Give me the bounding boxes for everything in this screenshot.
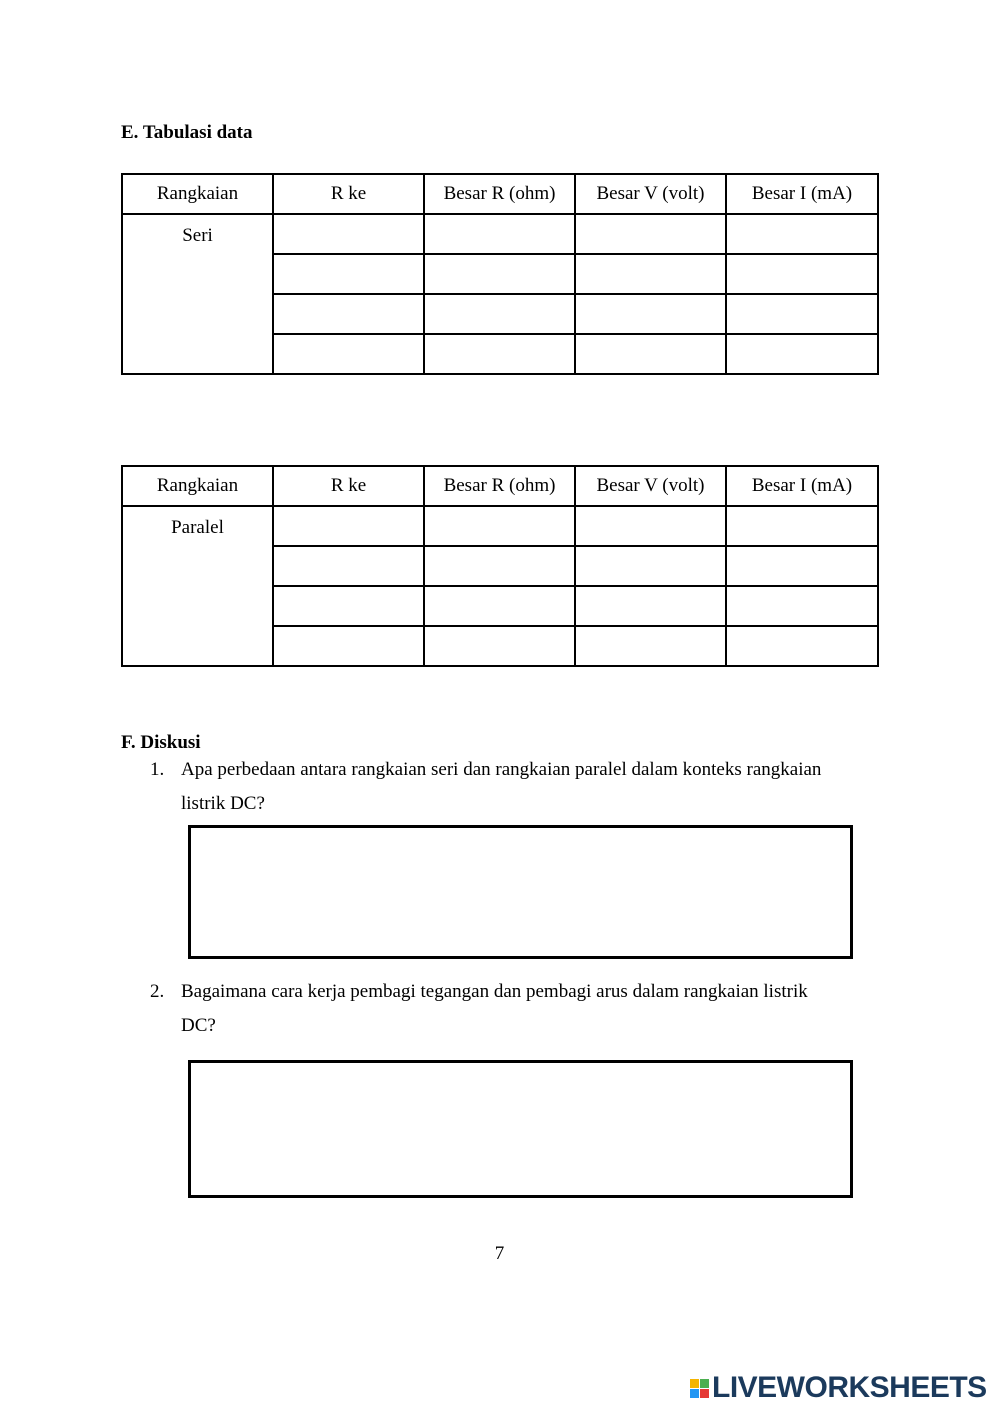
input-cell[interactable] xyxy=(273,546,424,586)
group-label-seri: Seri xyxy=(122,214,273,374)
input-cell[interactable] xyxy=(575,626,726,666)
table-row xyxy=(122,506,878,546)
question-2-number: 2. xyxy=(150,981,165,1002)
input-cell[interactable] xyxy=(575,294,726,334)
liveworksheets-logo-icon xyxy=(690,1379,709,1398)
input-cell[interactable] xyxy=(424,586,575,626)
col-header-besar-r: Besar R (ohm) xyxy=(424,466,575,506)
logo-square xyxy=(700,1379,709,1388)
col-header-rangkaian: Rangkaian xyxy=(122,466,273,506)
input-cell[interactable] xyxy=(575,254,726,294)
col-header-besar-v: Besar V (volt) xyxy=(575,174,726,214)
table-row xyxy=(122,214,878,254)
logo-square xyxy=(690,1379,699,1388)
input-cell[interactable] xyxy=(273,214,424,254)
logo-square xyxy=(700,1389,709,1398)
input-cell[interactable] xyxy=(726,334,878,374)
col-header-besar-i: Besar I (mA) xyxy=(726,174,878,214)
input-cell[interactable] xyxy=(726,586,878,626)
section-f-heading: F. Diskusi xyxy=(121,732,201,753)
table-paralel xyxy=(121,465,879,667)
col-header-besar-r: Besar R (ohm) xyxy=(424,174,575,214)
col-header-besar-v: Besar V (volt) xyxy=(575,466,726,506)
input-cell[interactable] xyxy=(575,506,726,546)
input-cell[interactable] xyxy=(726,626,878,666)
input-cell[interactable] xyxy=(726,294,878,334)
input-cell[interactable] xyxy=(273,254,424,294)
logo-square xyxy=(690,1389,699,1398)
answer-box-2[interactable] xyxy=(188,1060,853,1198)
input-cell[interactable] xyxy=(424,294,575,334)
question-1-line1: Apa perbedaan antara rangkaian seri dan rangkaian paralel dalam konteks rangkaian xyxy=(181,759,822,780)
input-cell[interactable] xyxy=(424,626,575,666)
col-header-rangkaian: Rangkaian xyxy=(122,174,273,214)
input-cell[interactable] xyxy=(726,254,878,294)
answer-box-1[interactable] xyxy=(188,825,853,959)
input-cell[interactable] xyxy=(424,546,575,586)
question-1-line2: listrik DC? xyxy=(181,793,265,814)
table-header-row xyxy=(122,466,878,506)
question-2-text xyxy=(181,975,881,1043)
input-cell[interactable] xyxy=(273,506,424,546)
input-cell[interactable] xyxy=(424,254,575,294)
col-header-r-ke: R ke xyxy=(273,174,424,214)
col-header-besar-i: Besar I (mA) xyxy=(726,466,878,506)
liveworksheets-brand xyxy=(690,1373,987,1403)
question-1-text xyxy=(181,753,881,821)
input-cell[interactable] xyxy=(424,334,575,374)
brand-name: LIVEWORKSHEETS xyxy=(712,1371,987,1404)
input-cell[interactable] xyxy=(273,334,424,374)
input-cell[interactable] xyxy=(424,506,575,546)
input-cell[interactable] xyxy=(273,626,424,666)
question-2-line1: Bagaimana cara kerja pembagi tegangan dan pembagi arus dalam rangkaian listrik xyxy=(181,981,808,1002)
input-cell[interactable] xyxy=(424,214,575,254)
input-cell[interactable] xyxy=(726,214,878,254)
group-label-paralel: Paralel xyxy=(122,506,273,666)
col-header-r-ke: R ke xyxy=(273,466,424,506)
question-2-line2: DC? xyxy=(181,1015,216,1036)
question-1-number: 1. xyxy=(150,759,165,780)
input-cell[interactable] xyxy=(726,546,878,586)
input-cell[interactable] xyxy=(575,214,726,254)
input-cell[interactable] xyxy=(273,586,424,626)
page-number: 7 xyxy=(494,1243,505,1264)
input-cell[interactable] xyxy=(273,294,424,334)
input-cell[interactable] xyxy=(575,334,726,374)
section-e-heading: E. Tabulasi data xyxy=(121,122,253,143)
input-cell[interactable] xyxy=(726,506,878,546)
table-seri xyxy=(121,173,879,375)
input-cell[interactable] xyxy=(575,546,726,586)
table-header-row xyxy=(122,174,878,214)
input-cell[interactable] xyxy=(575,586,726,626)
